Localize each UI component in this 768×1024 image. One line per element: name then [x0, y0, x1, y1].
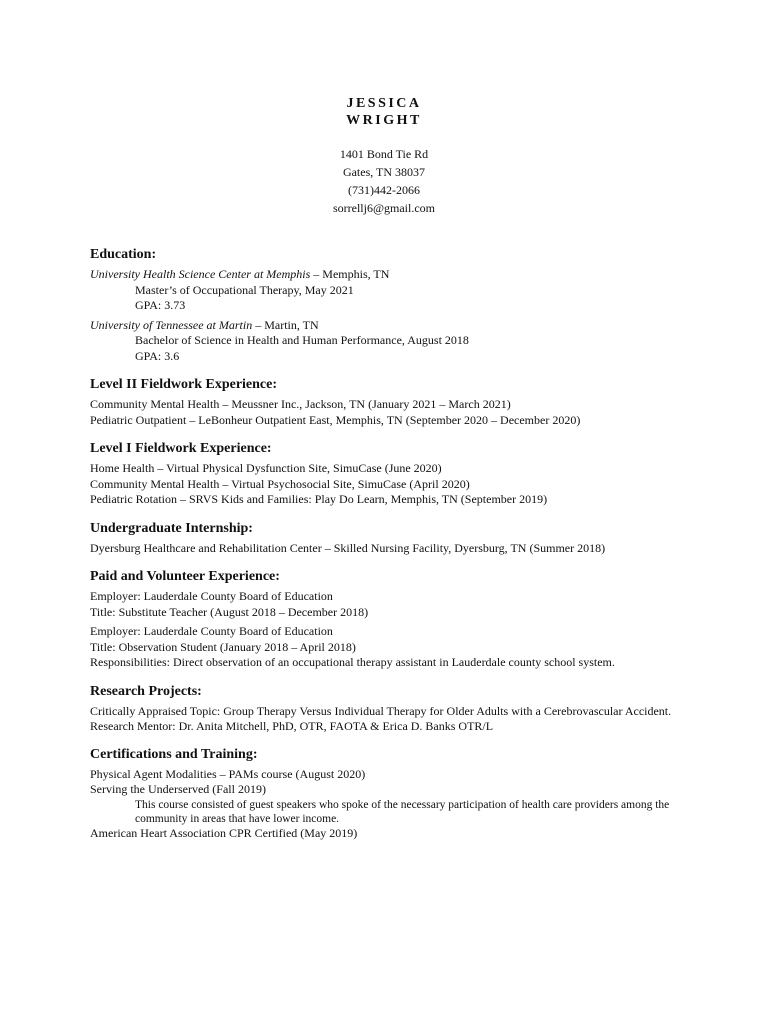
- list-item: Community Mental Health – Meussner Inc., Jackson, TN (January 2021 – March 2021): [90, 397, 511, 411]
- job-title: Title: Substitute Teacher (August 2018 – December 2018): [90, 604, 369, 619]
- research-text: Critically Appraised Topic: Group Therapy Versus Individual Therapy for Older Adults with a Cerebrovascular Accident. Research Mentor: Dr. Anita Mitchell, PhD, OTR, FAOTA & Erica D. Banks OTR/L: [90, 703, 672, 733]
- school-location: – Memphis, TN: [310, 267, 390, 281]
- gpa: GPA: 3.6: [135, 348, 180, 363]
- email: sorrellj6@gmail.com: [332, 201, 436, 215]
- certifications-section: [90, 746, 710, 842]
- research-title: Research Projects:: [90, 683, 202, 699]
- school-line: [90, 267, 710, 283]
- employer: Employer: Lauderdale County Board of Education: [90, 624, 333, 638]
- responsibilities: Responsibilities: Direct observation of an occupational therapy assistant in Lauderdale county school system.: [90, 655, 615, 669]
- education-title: Education:: [90, 247, 157, 262]
- level1-fieldwork-section: [90, 440, 710, 508]
- resume-body: [90, 246, 710, 853]
- certifications-title: Certifications and Training:: [90, 746, 258, 762]
- list-item: American Heart Association CPR Certified (May 2019): [90, 825, 358, 840]
- resume-header: [0, 95, 768, 217]
- level2-title: Level II Fieldwork Experience:: [90, 377, 278, 392]
- list-item: Dyersburg Healthcare and Rehabilitation Center – Skilled Nursing Facility, Dyersburg, TN (Summer 2018): [90, 540, 606, 555]
- paid-volunteer-section: [90, 568, 710, 671]
- first-name: JESSICA: [346, 96, 422, 111]
- contact-block: [0, 145, 768, 217]
- list-item: Serving the Underserved (Fall 2019): [90, 782, 266, 796]
- internship-section: [90, 520, 710, 557]
- research-section: [90, 683, 710, 734]
- phone: (731)442-2066: [348, 183, 420, 197]
- school-name: University Health Science Center at Memphis: [90, 267, 311, 281]
- internship-title: Undergraduate Internship:: [90, 520, 253, 536]
- school-name: University of Tennessee at Martin: [90, 317, 253, 332]
- degree: Master’s of Occupational Therapy, May 2021: [135, 282, 354, 297]
- gpa: GPA: 3.73: [135, 298, 186, 312]
- level2-fieldwork-section: [90, 376, 710, 428]
- level1-title: Level I Fieldwork Experience:: [90, 441, 272, 456]
- address: 1401 Bond Tie Rd: [339, 147, 429, 161]
- employer: Employer: Lauderdale County Board of Education: [90, 589, 333, 603]
- city: Gates, TN 38037: [342, 165, 426, 179]
- paid-title: Paid and Volunteer Experience:: [90, 569, 280, 584]
- degree: Bachelor of Science in Health and Human Performance, August 2018: [135, 333, 469, 347]
- list-item: Pediatric Rotation – SRVS Kids and Families: Play Do Learn, Memphis, TN (September 2019): [90, 492, 548, 506]
- course-description: This course consisted of guest speakers who spoke of the necessary participation of health care providers among the community in areas that have lower income.: [135, 798, 670, 825]
- list-item: Community Mental Health – Virtual Psychosocial Site, SimuCase (April 2020): [90, 476, 470, 491]
- education-section: [90, 246, 710, 364]
- school-line: [90, 318, 710, 334]
- list-item: Home Health – Virtual Physical Dysfunction Site, SimuCase (June 2020): [90, 461, 442, 475]
- last-name: WRIGHT: [346, 113, 422, 128]
- list-item: Pediatric Outpatient – LeBonheur Outpatient East, Memphis, TN (September 2020 – December 2020): [90, 412, 581, 427]
- list-item: Physical Agent Modalities – PAMs course (August 2020): [90, 766, 366, 781]
- school-location: – Martin, TN: [252, 317, 319, 332]
- job-title: Title: Observation Student (January 2018 – April 2018): [90, 639, 356, 654]
